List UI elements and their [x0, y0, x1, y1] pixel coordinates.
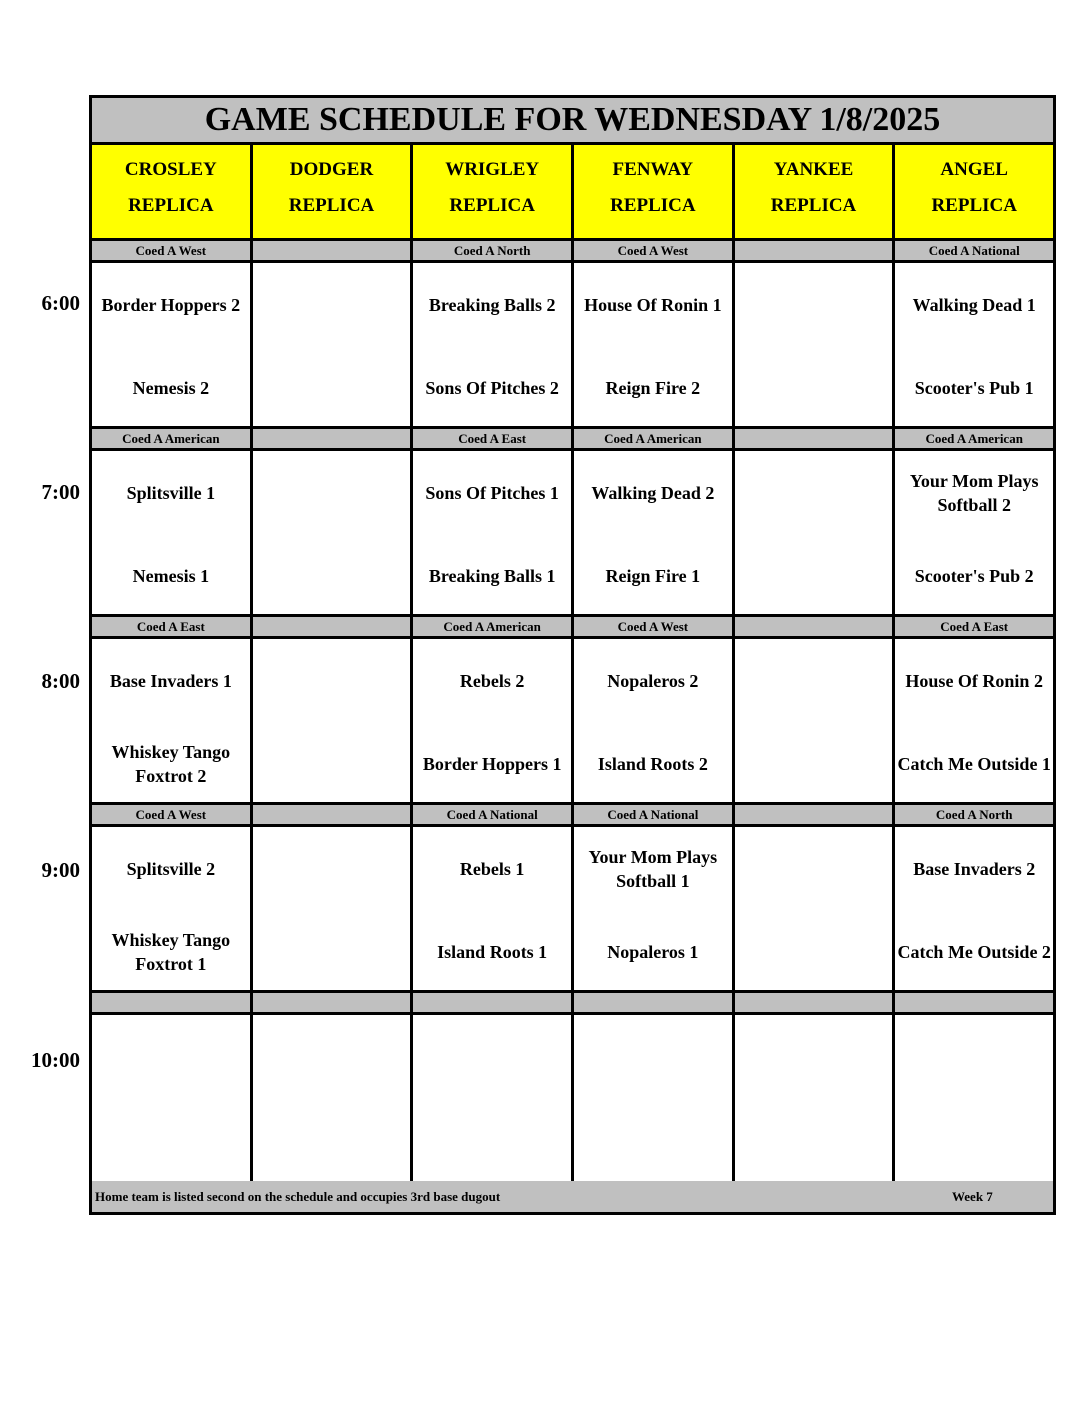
home-team: Island Roots 2 — [597, 754, 708, 774]
footer-bar — [92, 1181, 1053, 1212]
division-label: Coed A American — [574, 429, 735, 448]
game-cell — [895, 827, 1053, 990]
field-name: YANKEE — [773, 159, 854, 180]
game-cell — [735, 451, 896, 614]
away-team: Your Mom Plays Softball 2 — [909, 471, 1039, 515]
game-cell — [92, 1015, 253, 1181]
division-label — [735, 805, 896, 824]
time-label: 6:00 — [41, 291, 80, 315]
away-team: Rebels 2 — [459, 671, 525, 691]
home-team: Breaking Balls 1 — [428, 566, 556, 586]
division-label: Coed A National — [413, 805, 574, 824]
division-row — [92, 617, 1053, 639]
division-label: Coed A East — [413, 429, 574, 448]
game-cell — [413, 451, 574, 614]
home-team: Catch Me Outside 2 — [897, 942, 1051, 962]
field-name: FENWAY — [612, 159, 694, 180]
division-label: Coed A West — [92, 241, 253, 260]
field-header-fenway — [574, 145, 735, 238]
field-name: WRIGLEY — [445, 159, 540, 180]
away-team: Breaking Balls 2 — [428, 295, 556, 315]
away-team: Your Mom Plays Softball 1 — [588, 847, 718, 891]
game-cell — [735, 639, 896, 802]
away-team: Splitsville 1 — [126, 483, 216, 503]
field-header-row — [92, 145, 1053, 241]
field-header-wrigley — [413, 145, 574, 238]
home-team: Whiskey Tango Foxtrot 1 — [111, 930, 231, 974]
division-label: Coed A North — [895, 805, 1053, 824]
field-header-crosley — [92, 145, 253, 238]
game-cell — [574, 451, 735, 614]
division-label: Coed A East — [895, 617, 1053, 636]
schedule-table — [89, 95, 1056, 1215]
home-team: Sons Of Pitches 2 — [425, 378, 559, 398]
division-label — [574, 993, 735, 1012]
division-label — [413, 993, 574, 1012]
game-cell — [253, 1015, 414, 1181]
field-subtitle: REPLICA — [128, 195, 214, 216]
game-cell — [253, 827, 414, 990]
home-team: Island Roots 1 — [437, 942, 548, 962]
home-team: Nopaleros 1 — [607, 942, 699, 962]
division-label: Coed A American — [92, 429, 253, 448]
game-row — [92, 263, 1053, 429]
away-team: Walking Dead 2 — [591, 483, 715, 503]
home-team: Nemesis 2 — [132, 378, 210, 398]
field-name: CROSLEY — [124, 159, 217, 180]
home-team: Scooter's Pub 1 — [914, 378, 1034, 398]
game-cell — [895, 451, 1053, 614]
division-label: Coed A East — [92, 617, 253, 636]
division-label — [895, 993, 1053, 1012]
field-subtitle: REPLICA — [931, 195, 1017, 216]
game-cell — [253, 263, 414, 426]
division-label: Coed A West — [574, 241, 735, 260]
game-cell — [413, 827, 574, 990]
division-label — [253, 429, 414, 448]
game-cell — [92, 263, 253, 426]
division-label — [253, 241, 414, 260]
game-cell — [574, 827, 735, 990]
game-row — [92, 827, 1053, 993]
time-label: 10:00 — [31, 1048, 80, 1072]
field-subtitle: REPLICA — [610, 195, 696, 216]
away-team: Sons Of Pitches 1 — [425, 483, 559, 503]
away-team: Border Hoppers 2 — [101, 295, 241, 315]
division-label — [735, 993, 896, 1012]
division-row — [92, 429, 1053, 451]
home-team: Whiskey Tango Foxtrot 2 — [111, 742, 231, 786]
game-row — [92, 639, 1053, 805]
home-team: Scooter's Pub 2 — [914, 566, 1034, 586]
game-cell — [574, 263, 735, 426]
division-label: Coed A National — [895, 241, 1053, 260]
home-team: Nemesis 1 — [132, 566, 210, 586]
week-label: Week 7 — [952, 1189, 993, 1204]
game-cell — [735, 1015, 896, 1181]
away-team: Base Invaders 2 — [913, 859, 1036, 879]
game-cell — [895, 263, 1053, 426]
game-row — [92, 1015, 1053, 1181]
game-cell — [413, 639, 574, 802]
away-team: House Of Ronin 1 — [584, 295, 722, 315]
field-header-dodger — [253, 145, 414, 238]
division-row — [92, 993, 1053, 1015]
field-subtitle: REPLICA — [288, 195, 375, 216]
away-team: Rebels 1 — [459, 859, 525, 879]
division-label: Coed A National — [574, 805, 735, 824]
away-team: Splitsville 2 — [126, 859, 216, 879]
away-team: Base Invaders 1 — [109, 671, 232, 691]
home-team: Reign Fire 2 — [605, 378, 701, 398]
division-label — [735, 429, 896, 448]
division-label — [735, 241, 896, 260]
game-cell — [413, 1015, 574, 1181]
field-name: DODGER — [289, 159, 374, 180]
schedule-title: GAME SCHEDULE FOR WEDNESDAY 1/8/2025 — [92, 98, 1053, 145]
division-label: Coed A North — [413, 241, 574, 260]
home-team: Catch Me Outside 1 — [897, 754, 1051, 774]
division-label: Coed A West — [92, 805, 253, 824]
time-label: 8:00 — [41, 669, 80, 693]
field-subtitle: REPLICA — [770, 195, 857, 216]
division-label — [253, 993, 414, 1012]
home-team: Reign Fire 1 — [605, 566, 701, 586]
game-cell — [735, 827, 896, 990]
division-label — [735, 617, 896, 636]
game-cell — [253, 451, 414, 614]
division-label: Coed A American — [413, 617, 574, 636]
field-name: ANGEL — [940, 159, 1008, 180]
division-label — [253, 805, 414, 824]
field-header-yankee — [735, 145, 896, 238]
game-row — [92, 451, 1053, 617]
game-cell — [895, 639, 1053, 802]
game-cell — [92, 451, 253, 614]
division-label: Coed A West — [574, 617, 735, 636]
game-cell — [574, 639, 735, 802]
away-team: Walking Dead 1 — [912, 295, 1036, 315]
division-label — [253, 617, 414, 636]
home-team: Border Hoppers 1 — [422, 754, 562, 774]
game-cell — [253, 639, 414, 802]
time-label: 7:00 — [41, 480, 80, 504]
division-row — [92, 805, 1053, 827]
game-cell — [92, 639, 253, 802]
away-team: Nopaleros 2 — [607, 671, 699, 691]
time-label: 9:00 — [41, 858, 80, 882]
game-cell — [735, 263, 896, 426]
away-team: House Of Ronin 2 — [905, 671, 1043, 691]
division-label: Coed A American — [895, 429, 1053, 448]
field-subtitle: REPLICA — [449, 195, 535, 216]
game-cell — [92, 827, 253, 990]
game-cell — [413, 263, 574, 426]
footer-note: Home team is listed second on the schedule and occupies 3rd base dugout — [95, 1189, 501, 1204]
game-cell — [574, 1015, 735, 1181]
field-header-angel — [895, 145, 1053, 238]
game-cell — [895, 1015, 1053, 1181]
division-row — [92, 241, 1053, 263]
division-label — [92, 993, 253, 1012]
